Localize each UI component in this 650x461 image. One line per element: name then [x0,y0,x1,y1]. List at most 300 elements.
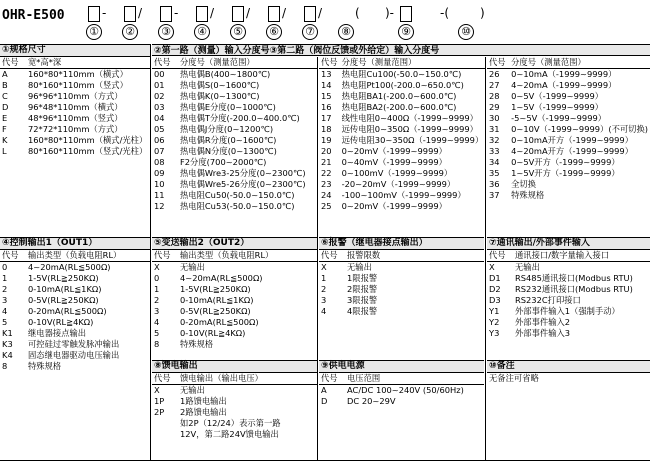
row-code [152,429,178,440]
row-value: 继电器接点输出 [28,328,87,338]
row-value: 96*48*110mm（横式） [28,102,123,112]
table-row [152,201,317,212]
row-code: 33 [489,146,500,156]
row-value: 4~20mA开方（-1999~9999） [511,146,634,156]
transmit-output-table [152,237,317,350]
table-row [487,91,650,102]
row-value: DC 20~29V [347,396,396,406]
spec-size-table [0,44,150,157]
row-code: 14 [321,80,332,90]
row-value: 热电偶E分度(0~1000℃) [180,102,276,112]
row-code: 36 [489,179,500,189]
col-header: 宽*高*深 [26,57,150,69]
table-row [487,273,650,284]
row-value: 1路馈电输出 [180,396,227,406]
row-code: 27 [489,80,500,90]
col-header: 输出类型（负载电阻RL） [26,250,150,262]
code-separator: / [210,6,215,20]
row-value: RS232通讯接口(Modbus RTU) [515,284,633,294]
row-value: 2限报警 [347,284,378,294]
row-value: 0~40mV（-1999~9999） [341,157,447,167]
row-value: 0~10mA开方（-1999~9999） [511,135,634,145]
table-row [319,190,485,201]
table-row [487,179,650,190]
table-row [319,146,485,157]
table-row [0,102,150,113]
col-header: 代号 [319,373,345,385]
code-separator: )- [385,6,395,20]
row-value: 80*160*110mm（竖式/光柱） [28,146,148,156]
row-value: 0~10mA（-1999~9999） [511,69,617,79]
col-header: 报警限数 [345,250,484,262]
row-value: 4~20mA（-1999~9999） [511,80,617,90]
row-code: F [2,124,7,134]
row-value: RS232C打印接口 [515,295,581,305]
row-value: RS485通讯接口(Modbus RTU) [515,273,633,283]
row-value: 热电阻Cu53(-50.0~150.0℃) [180,201,295,211]
row-value: -100~100mV（-1999~9999） [341,190,466,200]
row-code: 0 [2,262,8,272]
row-code: 1 [321,273,327,283]
row-value: 160*80*110mm（横式） [28,69,128,79]
table-row [152,317,317,328]
row-code: 1 [154,284,160,294]
col-header: 分度号（测量范围） [178,57,317,69]
model-prefix: OHR-E500 [2,8,65,23]
row-code: 11 [154,190,165,200]
row-value: 0-10V(RL≧4KΩ) [180,328,246,338]
row-value: 外部事件输入2 [515,317,571,327]
row-code: 30 [489,113,500,123]
row-value: 固态继电器驱动电压输出 [28,350,120,360]
code-separator: ) [480,6,485,20]
row-value: 0~10V（-1999~9999）(不可切换) [511,124,648,134]
section-title: ⑤变送输出2（OUT2） [154,238,250,248]
row-code: D1 [489,273,501,283]
table-row [0,306,150,317]
table-row [487,168,650,179]
row-value: 如2P（12/24）表示第一路 [180,418,281,428]
row-code: 22 [321,168,332,178]
row-code: A [321,385,327,395]
row-code: 0 [154,273,160,283]
row-code: D2 [489,284,501,294]
row-code: 2 [154,295,160,305]
col-header: 代号 [487,57,509,69]
row-value: 远传电阻0~350Ω（-1999~9999） [341,124,478,134]
table-row [487,157,650,168]
table-row [319,102,485,113]
row-code: 31 [489,124,500,134]
row-code: 10 [154,179,165,189]
row-code: 15 [321,91,332,101]
table-row [487,262,650,274]
table-row [319,69,485,81]
table-row [319,179,485,190]
table-row [0,262,150,274]
row-value: 0-10mA(RL≦1KΩ) [28,284,102,294]
row-value: 无输出 [180,385,205,395]
row-code: 09 [154,168,165,178]
row-code: 4 [321,306,327,316]
row-value: 热电阻Cu50(-50.0~150.0℃) [180,190,295,200]
table-row [152,113,317,124]
row-code: 07 [154,146,165,156]
code-box [268,6,280,22]
input-table-c [487,57,650,201]
divider [317,57,318,461]
code-number: ⑨ [398,24,414,40]
row-value: -20~20mV（-1999~9999） [341,179,456,189]
input-table-a [152,57,317,212]
code-box [88,6,100,22]
table-row [319,396,484,407]
row-value: 0-20mA(RL≦500Ω) [180,317,259,327]
row-code: D [321,396,328,406]
code-number: ④ [194,24,210,40]
row-code: Y2 [489,317,500,327]
table-row [487,295,650,306]
row-code: 1P [154,396,165,406]
table-row [319,201,485,212]
row-value: 全切换 [511,179,536,189]
row-value: 2路馈电输出 [180,407,227,417]
row-value: 4~20mA(RL≦500Ω) [180,273,263,283]
table-row [152,179,317,190]
row-code: 29 [489,102,500,112]
row-code: K [2,135,8,145]
row-code: 3 [321,295,327,305]
row-code: 00 [154,69,165,79]
row-code: 06 [154,135,165,145]
table-row [152,407,317,418]
row-code: 18 [321,124,332,134]
table-row [319,124,485,135]
row-value: 80*160*110mm（竖式） [28,80,128,90]
row-code: L [2,146,7,156]
row-code: 5 [154,328,160,338]
code-box [196,6,208,22]
row-code: 26 [489,69,500,79]
table-row [0,135,150,146]
row-code: 2P [154,407,165,417]
row-code: 37 [489,190,500,200]
table-row [152,102,317,113]
table-row [0,113,150,124]
row-value: 特殊规格 [180,339,214,349]
row-code: E [2,113,8,123]
row-value: 热电偶N分度(0~1300℃) [180,146,277,156]
table-row [319,273,484,284]
row-value: 48*96*110mm（竖式） [28,113,123,123]
row-code: X [154,385,160,395]
row-value: 无输出 [347,262,372,272]
table-row [0,91,150,102]
code-separator: -( [440,6,450,20]
row-code: K1 [2,328,13,338]
table-row [487,146,650,157]
table-row [0,339,150,350]
table-row [319,295,484,306]
row-value: 4限报警 [347,306,378,316]
divider [485,57,486,461]
row-code: 19 [321,135,332,145]
input-table-b [319,57,485,212]
row-code: 13 [321,69,332,79]
table-row [0,273,150,284]
row-value: 1-5V(RL≧250KΩ) [180,284,251,294]
table-row [319,306,484,317]
col-header: 代号 [487,250,513,262]
row-code: C [2,91,8,101]
row-value: 热电偶T分度(-200.0~400.0℃) [180,113,300,123]
row-code: A [2,69,8,79]
row-code: X [321,262,327,272]
table-row [487,135,650,146]
code-separator: / [138,6,143,20]
col-header: 代号 [152,57,178,69]
code-number: ⑦ [302,24,318,40]
row-value: 热电偶K(0~1300℃) [180,91,260,101]
row-code: 3 [2,295,8,305]
row-code: B [2,80,8,90]
row-code: 04 [154,113,165,123]
table-row [152,146,317,157]
code-separator: / [318,6,323,20]
row-code: K3 [2,339,13,349]
table-row [487,80,650,91]
table-row [487,102,650,113]
row-code: 5 [2,317,8,327]
code-separator: - [174,6,179,20]
code-separator: / [282,6,287,20]
section-title: ⑨供电电源 [321,361,365,371]
row-code [152,418,178,429]
table-row [152,157,317,168]
col-header: 代号 [152,373,178,385]
table-row [152,69,317,81]
table-row [152,396,317,407]
code-number: ② [122,24,138,40]
table-row [487,317,650,328]
row-value: 160*80*110mm（横式/光柱） [28,135,148,145]
comm-table [487,237,650,339]
row-value: 线性电阻0~400Ω（-1999~9999） [341,113,478,123]
code-number: ③ [158,24,174,40]
remark-text: 无备注可省略 [489,373,539,383]
row-value: 热电阻BA2(-200.0~600.0℃) [341,102,457,112]
row-code: 32 [489,135,500,145]
col-header: 输出类型（负载电阻RL） [178,250,317,262]
section-title: ①规格尺寸 [2,45,46,55]
table-row [319,91,485,102]
row-code: 02 [154,91,165,101]
row-code: 4 [154,317,160,327]
row-value: AC/DC 100~240V (50/60Hz) [347,385,464,395]
alarm-table [319,237,484,317]
row-code: Y3 [489,328,500,338]
col-header: 电压范围 [345,373,484,385]
table-row [152,273,317,284]
row-code: Y1 [489,306,500,316]
row-value: 特殊规格 [511,190,545,200]
table-row [152,429,317,440]
code-number: ⑧ [338,24,354,40]
power-table [319,360,484,407]
row-value: 0-5V(RL≧250KΩ) [180,306,251,316]
section-title: ④控制输出1（OUT1） [2,238,98,248]
table-row [0,80,150,91]
table-row [487,284,650,295]
table-row [0,350,150,361]
row-value: 0~100mV（-1999~9999） [341,168,453,178]
row-value: 0~5V（-1999~9999） [511,91,604,101]
code-separator: ( [355,6,360,20]
row-code: X [154,262,160,272]
code-box [124,6,136,22]
table-row [487,328,650,339]
row-value: 4~20mA(RL≦500Ω) [28,262,111,272]
table-row [0,328,150,339]
table-row [152,80,317,91]
code-box [160,6,172,22]
row-code: 35 [489,168,500,178]
col-header: 馈电输出（输出电压） [178,373,317,385]
row-value: 热电偶B(400~1800℃) [180,69,271,79]
row-value: 外部事件输入3 [515,328,571,338]
row-code: D3 [489,295,501,305]
table-row [487,124,650,135]
row-value: -5~5V（-1999~9999） [511,113,607,123]
row-code: 01 [154,80,165,90]
table-row [319,135,485,146]
table-row [0,295,150,306]
table-row [487,69,650,81]
code-number: ⑩ [458,24,474,40]
table-row [487,113,650,124]
row-code: 21 [321,157,332,167]
row-value: 0~20mV（-1999~9999） [341,201,447,211]
row-value: 热电偶Wre3-25分度(0~2300℃) [180,168,306,178]
row-code: 4 [2,306,8,316]
row-code: 17 [321,113,332,123]
row-code: 1 [2,273,8,283]
row-code: 08 [154,157,165,167]
col-header: 分度号（测量范围） [509,57,650,69]
table-row [152,135,317,146]
row-code: 25 [321,201,332,211]
row-value: 96*96*110mm（方式） [28,91,123,101]
col-header: 通讯接口/数字量输入接口 [513,250,650,262]
control-output-table [0,237,150,372]
row-code: K4 [2,350,13,360]
table-row [319,113,485,124]
table-row [319,284,484,295]
row-code: 8 [2,361,8,371]
row-value: 热电偶Wre5-26分度(0~2300℃) [180,179,306,189]
section-title: ②第一路（测量）输入分度号③第二路（阀位反馈或外给定）输入分度号 [152,44,650,56]
row-value: 外部事件输入1（强制手动） [515,306,620,316]
code-box [232,6,244,22]
row-value: 3限报警 [347,295,378,305]
table-row [319,385,484,397]
table-row [0,361,150,372]
row-code: 05 [154,124,165,134]
divider [150,44,151,461]
code-box [400,6,412,22]
table-row [0,146,150,157]
row-value: 特殊规格 [28,361,62,371]
col-header: 代号 [152,250,178,262]
row-code: 34 [489,157,500,167]
code-separator: - [102,6,107,20]
table-row [319,157,485,168]
row-code: 12 [154,201,165,211]
code-number: ⑤ [230,24,246,40]
row-value: 0-5V(RL≧250KΩ) [28,295,99,305]
table-row [152,306,317,317]
col-header: 代号 [0,57,26,69]
table-row [152,328,317,339]
row-value: 12V，第二路24V馈电输出 [180,429,279,439]
row-value: 1~5V开方（-1999~9999） [511,168,620,178]
row-code: 3 [154,306,160,316]
table-row [487,190,650,201]
col-header: 代号 [319,250,345,262]
row-code: D [2,102,9,112]
row-code: 20 [321,146,332,156]
row-value: 无输出 [180,262,205,272]
row-code: 2 [2,284,8,294]
row-code: 16 [321,102,332,112]
row-value: 无输出 [515,262,540,272]
row-value: 0-10V(RL≧4KΩ) [28,317,94,327]
table-row [152,284,317,295]
row-value: 72*72*110mm（方式） [28,124,123,134]
section-title: ⑩备注 [489,361,515,371]
table-row [152,295,317,306]
row-code: 2 [321,284,327,294]
table-row [0,284,150,295]
row-code: 03 [154,102,165,112]
remark-table [487,360,650,384]
table-row [152,385,317,397]
table-row [319,80,485,91]
table-row [152,91,317,102]
col-header: 代号 [321,57,338,67]
col-header: 分度号（测量范围） [340,57,486,69]
row-code: 23 [321,179,332,189]
table-row [0,317,150,328]
row-code: X [489,262,495,272]
row-value: 远传电阻30~350Ω（-1999~9999） [341,135,484,145]
row-value: 热电偶R分度(0~1600℃) [180,135,277,145]
row-value: 热电阻BA1(-200.0~600.0℃) [341,91,457,101]
row-value: 热电偶J分度(0~1200℃) [180,124,274,134]
table-row [152,124,317,135]
col-header: 代号 [0,250,26,262]
section-title: ⑥报警（继电器接点输出） [321,238,428,248]
table-row [152,168,317,179]
section-title: ⑦通讯输出/外部事件输入 [489,238,590,248]
code-number: ⑥ [266,24,282,40]
row-value: 0~5V开方（-1999~9999） [511,157,620,167]
table-row [152,190,317,201]
row-code: 28 [489,91,500,101]
code-number: ① [86,24,102,40]
row-value: 热电阻Cu100(-50.0~150.0℃) [341,69,462,79]
code-separator: / [246,6,251,20]
